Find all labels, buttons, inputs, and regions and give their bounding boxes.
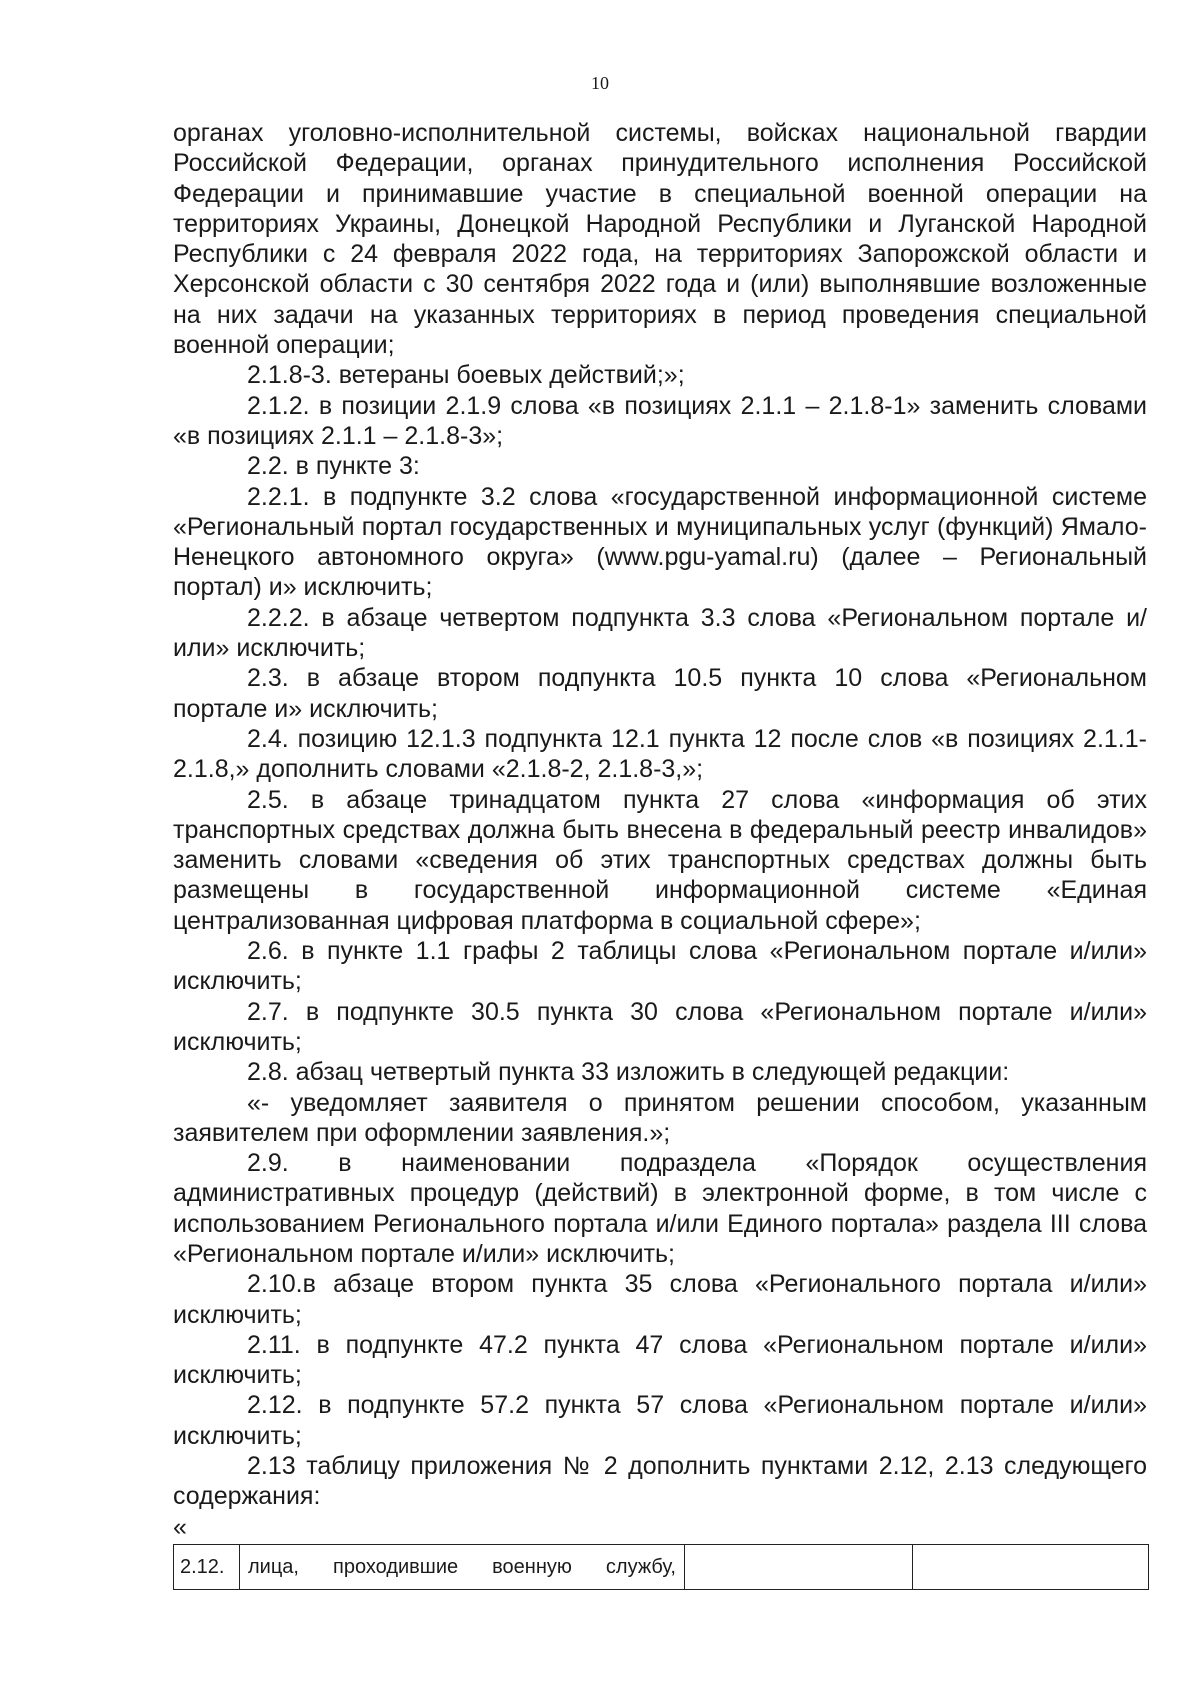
table-cell-empty — [685, 1544, 913, 1589]
paragraph: 2.1.2. в позиции 2.1.9 слова «в позициях 2.1.1 – 2.1.8-1» заменить словами «в позициях 2.1.1 – 2.1.8-3»; — [173, 391, 1147, 450]
table-cell-empty — [913, 1544, 1149, 1589]
paragraph: 2.1.8-3. ветераны боевых действий;»; — [247, 361, 685, 390]
paragraph: 2.8. абзац четвертый пункта 33 изложить в следующей редакции: — [247, 1058, 1010, 1087]
paragraph: 2.10.в абзаце втором пункта 35 слова «Регионального портала и/или» исключить; — [173, 1270, 1147, 1329]
table-row — [174, 1544, 1149, 1589]
appendix-table — [173, 1544, 1149, 1590]
page-number: 10 — [591, 73, 609, 93]
paragraph: 2.11. в подпункте 47.2 пункта 47 слова «Региональном портале и/или» исключить; — [173, 1330, 1147, 1390]
paragraph: 2.2. в пункте 3: — [247, 452, 420, 481]
paragraph: 2.13 таблицу приложения № 2 дополнить пунктами 2.12, 2.13 следующего содержания: — [173, 1452, 1147, 1511]
paragraph: «- уведомляет заявителя о принятом решении способом, указанным заявителем при оформлении заявления.»; — [173, 1088, 1147, 1147]
paragraph: органах уголовно-исполнительной системы, войсках национальной гвардии Российской Федерации, органах принудительного исполнения Российской Федерации и принимавшие участие в специальной военной операции на территориях Украины, Донецкой Народной Республики и Луганской Народной Республики с 24 февраля 2022 года, на территориях Запорожской области и Херсонской области с 30 сентября 2022 года и (или) выполнявшие возложенные на них задачи на указанных территориях в период проведения специальной военной операции; — [173, 119, 1147, 360]
paragraph: 2.12. в подпункте 57.2 пункта 57 слова «Региональном портале и/или» исключить; — [173, 1391, 1147, 1450]
paragraph: 2.2.2. в абзаце четвертом подпункта 3.3 слова «Региональном портале и/или» исключить; — [173, 603, 1147, 663]
table-cell-category: лица, проходившие военную службу, — [240, 1544, 685, 1589]
opening-quote-mark: « — [173, 1512, 187, 1541]
document-body — [173, 118, 1147, 1590]
paragraph: 2.9. в наименовании подраздела «Порядок осуществления административных процедур (действий) в электронной форме, в том числе с использованием Регионального портала и/или Единого портала» раздела III слова «Региональном портале и/или» исключить; — [173, 1149, 1147, 1268]
table-cell-number: 2.12. — [174, 1544, 240, 1589]
paragraph: 2.6. в пункте 1.1 графы 2 таблицы слова «Региональном портале и/или» исключить; — [173, 937, 1147, 996]
paragraph: 2.4. позицию 12.1.3 подпункта 12.1 пункта 12 после слов «в позициях 2.1.1-2.1.8,» дополнить словами «2.1.8-2, 2.1.8-3,»; — [173, 724, 1147, 784]
paragraph: 2.2.1. в подпункте 3.2 слова «государственной информационной системе «Региональный портал государственных и муниципальных услуг (функций) Ямало-Ненецкого автономного округа» (www.pgu-yamal.ru) (далее – Региональный портал) и» исключить; — [173, 482, 1147, 602]
paragraph: 2.5. в абзаце тринадцатом пункта 27 слова «информация об этих транспортных средствах должна быть внесена в федеральный реестр инвалидов» заменить словами «сведения об этих транспортных средствах должны быть размещены в государственной информационной системе «Единая централизованная цифровая платформа в социальной сфере»; — [173, 785, 1147, 935]
paragraph: 2.7. в подпункте 30.5 пункта 30 слова «Региональном портале и/или» исключить; — [173, 997, 1147, 1056]
paragraph: 2.3. в абзаце втором подпункта 10.5 пункта 10 слова «Региональном портале и» исключить; — [173, 664, 1147, 723]
